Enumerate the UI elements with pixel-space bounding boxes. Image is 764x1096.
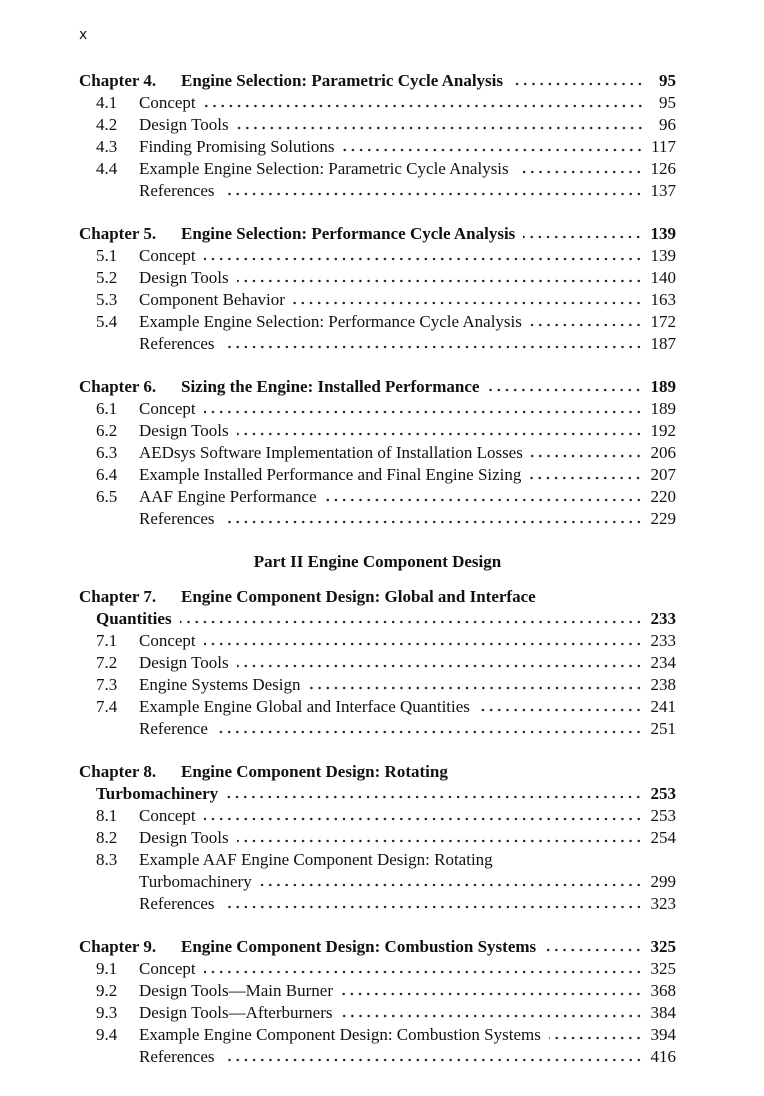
- page-number: 117: [651, 137, 676, 156]
- dot-leader: [478, 708, 643, 712]
- page-number: 233: [650, 631, 676, 650]
- page-number: 325: [650, 959, 676, 978]
- page-number: 207: [650, 465, 676, 484]
- chapter-title[interactable]: Engine Selection: Performance Cycle Analysis: [181, 224, 516, 243]
- page-number: 234: [650, 653, 676, 672]
- page-number: 140: [650, 268, 676, 287]
- page-number: 139: [650, 224, 676, 243]
- chapter-group: [79, 376, 676, 530]
- table-of-contents: [79, 70, 676, 1089]
- page-number: 96: [659, 115, 676, 134]
- dot-leader: [544, 948, 642, 952]
- dot-leader: [237, 664, 643, 668]
- section-number: 8.2: [96, 828, 118, 847]
- section-title[interactable]: References: [139, 894, 215, 913]
- section-title[interactable]: Concept: [139, 806, 196, 825]
- page-number: 384: [650, 1003, 676, 1022]
- dot-leader: [223, 520, 643, 524]
- section-number: 7.1: [96, 631, 118, 650]
- page-number: 172: [650, 312, 676, 331]
- dot-leader: [343, 148, 644, 152]
- section-title[interactable]: Concept: [139, 959, 196, 978]
- dot-leader: [531, 454, 643, 458]
- toc-entry[interactable]: [79, 464, 676, 486]
- chapter-group: [79, 586, 676, 740]
- section-number: 4.2: [96, 115, 118, 134]
- dot-leader: [549, 1036, 643, 1040]
- page-number: 95: [659, 71, 676, 90]
- section-title[interactable]: References: [139, 509, 215, 528]
- toc-entry[interactable]: [79, 92, 676, 114]
- toc-entry[interactable]: [79, 871, 676, 893]
- chapter-heading[interactable]: [79, 70, 676, 92]
- toc-entry[interactable]: [79, 1046, 676, 1068]
- section-title[interactable]: Design Tools: [139, 268, 229, 287]
- section-number: 6.2: [96, 421, 118, 440]
- page-number: 325: [650, 937, 676, 956]
- section-number: 5.2: [96, 268, 118, 287]
- chapter-label: Chapter 9.: [79, 937, 157, 956]
- page-number: 139: [650, 246, 676, 265]
- section-title[interactable]: Design Tools: [139, 653, 229, 672]
- page-number: 233: [650, 609, 676, 628]
- toc-entry[interactable]: [79, 311, 676, 333]
- section-number: 5.3: [96, 290, 118, 309]
- section-number: 9.2: [96, 981, 118, 1000]
- chapter-heading[interactable]: [79, 586, 676, 608]
- dot-leader: [530, 323, 643, 327]
- section-title[interactable]: Component Behavior: [139, 290, 285, 309]
- section-title[interactable]: Example Installed Performance and Final Engine Sizing: [139, 465, 522, 484]
- dot-leader: [237, 126, 644, 130]
- chapter-group: [79, 936, 676, 1068]
- section-number: 7.3: [96, 675, 118, 694]
- page-number: 189: [650, 377, 676, 396]
- section-title[interactable]: Design Tools—Afterburners: [139, 1003, 333, 1022]
- section-title[interactable]: Concept: [139, 399, 196, 418]
- section-number: 8.1: [96, 806, 118, 825]
- page-number: 137: [650, 181, 676, 200]
- chapter-title[interactable]: Engine Component Design: Rotating: [181, 762, 448, 781]
- toc-entry[interactable]: [79, 893, 676, 915]
- dot-leader: [204, 970, 643, 974]
- section-title[interactable]: References: [139, 334, 215, 353]
- dot-leader: [204, 642, 643, 646]
- chapter-heading[interactable]: [79, 223, 676, 245]
- dot-leader: [237, 839, 643, 843]
- toc-entry[interactable]: [79, 696, 676, 718]
- chapter-heading[interactable]: [79, 783, 676, 805]
- dot-leader: [204, 817, 643, 821]
- chapter-group: [79, 223, 676, 355]
- toc-entry[interactable]: [79, 420, 676, 442]
- dot-leader: [341, 992, 643, 996]
- page-number: 394: [650, 1025, 676, 1044]
- toc-entry[interactable]: [79, 980, 676, 1002]
- section-title[interactable]: Design Tools: [139, 828, 229, 847]
- chapter-heading[interactable]: [79, 761, 676, 783]
- toc-entry[interactable]: [79, 442, 676, 464]
- page-number: 368: [650, 981, 676, 1000]
- toc-entry[interactable]: [79, 245, 676, 267]
- toc-entry[interactable]: [79, 630, 676, 652]
- dot-leader: [260, 883, 643, 887]
- page-number: 416: [650, 1047, 676, 1066]
- chapter-title[interactable]: Turbomachinery: [96, 784, 219, 803]
- dot-leader: [529, 476, 642, 480]
- toc-entry[interactable]: [79, 158, 676, 180]
- dot-leader: [223, 1058, 643, 1062]
- section-title[interactable]: AAF Engine Performance: [139, 487, 317, 506]
- chapter-title[interactable]: Quantities: [96, 609, 172, 628]
- section-title[interactable]: Finding Promising Solutions: [139, 137, 335, 156]
- toc-entry[interactable]: [79, 652, 676, 674]
- chapter-group: [79, 761, 676, 915]
- page-number: 253: [650, 806, 676, 825]
- section-number: 6.3: [96, 443, 118, 462]
- section-number: 9.1: [96, 959, 118, 978]
- dot-leader: [511, 82, 644, 86]
- section-title[interactable]: Example Engine Component Design: Combustion Systems: [139, 1025, 541, 1044]
- dot-leader: [523, 235, 642, 239]
- section-title[interactable]: Engine Systems Design: [139, 675, 301, 694]
- section-title[interactable]: Concept: [139, 93, 196, 112]
- toc-entry[interactable]: [79, 486, 676, 508]
- page-number: 187: [650, 334, 676, 353]
- dot-leader: [223, 905, 643, 909]
- page-number: 126: [650, 159, 676, 178]
- toc-entry[interactable]: [79, 289, 676, 311]
- section-title[interactable]: Turbomachinery: [139, 872, 252, 891]
- section-title[interactable]: References: [139, 1047, 215, 1066]
- page-number: 189: [650, 399, 676, 418]
- chapter-heading[interactable]: [79, 936, 676, 958]
- section-number: 6.5: [96, 487, 118, 506]
- toc-entry[interactable]: [79, 827, 676, 849]
- section-number: 9.3: [96, 1003, 118, 1022]
- chapter-title[interactable]: Engine Component Design: Global and Interface: [181, 587, 536, 606]
- page-number: 220: [650, 487, 676, 506]
- toc-entry[interactable]: [79, 114, 676, 136]
- section-number: 7.2: [96, 653, 118, 672]
- page-number: 251: [650, 719, 676, 738]
- page-folio: x: [79, 27, 88, 43]
- section-title[interactable]: AEDsys Software Implementation of Installation Losses: [139, 443, 523, 462]
- toc-entry[interactable]: [79, 805, 676, 827]
- toc-entry[interactable]: [79, 958, 676, 980]
- toc-entry[interactable]: [79, 267, 676, 289]
- page-number: 253: [650, 784, 676, 803]
- chapter-group: [79, 70, 676, 202]
- chapter-label: Chapter 5.: [79, 224, 157, 243]
- dot-leader: [223, 192, 643, 196]
- section-title[interactable]: Example Engine Selection: Performance Cycle Analysis: [139, 312, 522, 331]
- toc-entry[interactable]: [79, 333, 676, 355]
- chapter-title[interactable]: Engine Selection: Parametric Cycle Analysis: [181, 71, 504, 90]
- page-number: 192: [650, 421, 676, 440]
- section-title[interactable]: References: [139, 181, 215, 200]
- toc-entry[interactable]: [79, 136, 676, 158]
- section-number: 4.4: [96, 159, 118, 178]
- section-number: 6.1: [96, 399, 118, 418]
- dot-leader: [325, 498, 643, 502]
- dot-leader: [237, 279, 643, 283]
- toc-entry[interactable]: [79, 718, 676, 740]
- chapter-label: Chapter 4.: [79, 71, 157, 90]
- dot-leader: [180, 620, 643, 624]
- section-number: 5.4: [96, 312, 118, 331]
- chapter-heading[interactable]: [79, 376, 676, 398]
- dot-leader: [216, 730, 643, 734]
- page-number: 229: [650, 509, 676, 528]
- chapter-title[interactable]: Engine Component Design: Combustion Systems: [181, 937, 537, 956]
- toc-entry[interactable]: [79, 180, 676, 202]
- page-number: 299: [650, 872, 676, 891]
- section-title[interactable]: Reference: [139, 719, 208, 738]
- section-title[interactable]: Concept: [139, 246, 196, 265]
- page-number: 241: [650, 697, 676, 716]
- section-title[interactable]: Example AAF Engine Component Design: Rotating: [139, 850, 493, 869]
- section-title[interactable]: Example Engine Selection: Parametric Cycle Analysis: [139, 159, 509, 178]
- chapter-label: Chapter 6.: [79, 377, 157, 396]
- part-heading: Part II Engine Component Design: [253, 552, 502, 571]
- dot-leader: [204, 104, 644, 108]
- section-title[interactable]: Design Tools: [139, 421, 229, 440]
- section-number: 9.4: [96, 1025, 118, 1044]
- section-number: 5.1: [96, 246, 118, 265]
- chapter-title[interactable]: Sizing the Engine: Installed Performance: [181, 377, 480, 396]
- toc-entry[interactable]: [79, 508, 676, 530]
- dot-leader: [204, 257, 643, 261]
- dot-leader: [309, 686, 643, 690]
- page-number: 95: [659, 93, 676, 112]
- page-number: 163: [650, 290, 676, 309]
- section-number: 7.4: [96, 697, 118, 716]
- dot-leader: [293, 301, 643, 305]
- toc-entry[interactable]: [79, 674, 676, 696]
- dot-leader: [204, 410, 643, 414]
- toc-entry[interactable]: [79, 398, 676, 420]
- toc-entry[interactable]: [79, 849, 676, 871]
- section-title[interactable]: Example Engine Global and Interface Quantities: [139, 697, 470, 716]
- chapter-heading[interactable]: [79, 608, 676, 630]
- section-number: 8.3: [96, 850, 118, 869]
- page-number: 254: [650, 828, 676, 847]
- dot-leader: [226, 795, 642, 799]
- page-number: 238: [650, 675, 676, 694]
- section-title[interactable]: Design Tools—Main Burner: [139, 981, 333, 1000]
- dot-leader: [341, 1014, 643, 1018]
- dot-leader: [517, 170, 643, 174]
- section-title[interactable]: Design Tools: [139, 115, 229, 134]
- section-number: 4.3: [96, 137, 118, 156]
- toc-entry[interactable]: [79, 1002, 676, 1024]
- section-title[interactable]: Concept: [139, 631, 196, 650]
- dot-leader: [237, 432, 643, 436]
- dot-leader: [223, 345, 643, 349]
- section-number: 4.1: [96, 93, 118, 112]
- section-number: 6.4: [96, 465, 118, 484]
- toc-entry[interactable]: [79, 1024, 676, 1046]
- chapter-label: Chapter 7.: [79, 587, 157, 606]
- chapter-label: Chapter 8.: [79, 762, 157, 781]
- dot-leader: [487, 388, 642, 392]
- page-number: 323: [650, 894, 676, 913]
- page-number: 206: [650, 443, 676, 462]
